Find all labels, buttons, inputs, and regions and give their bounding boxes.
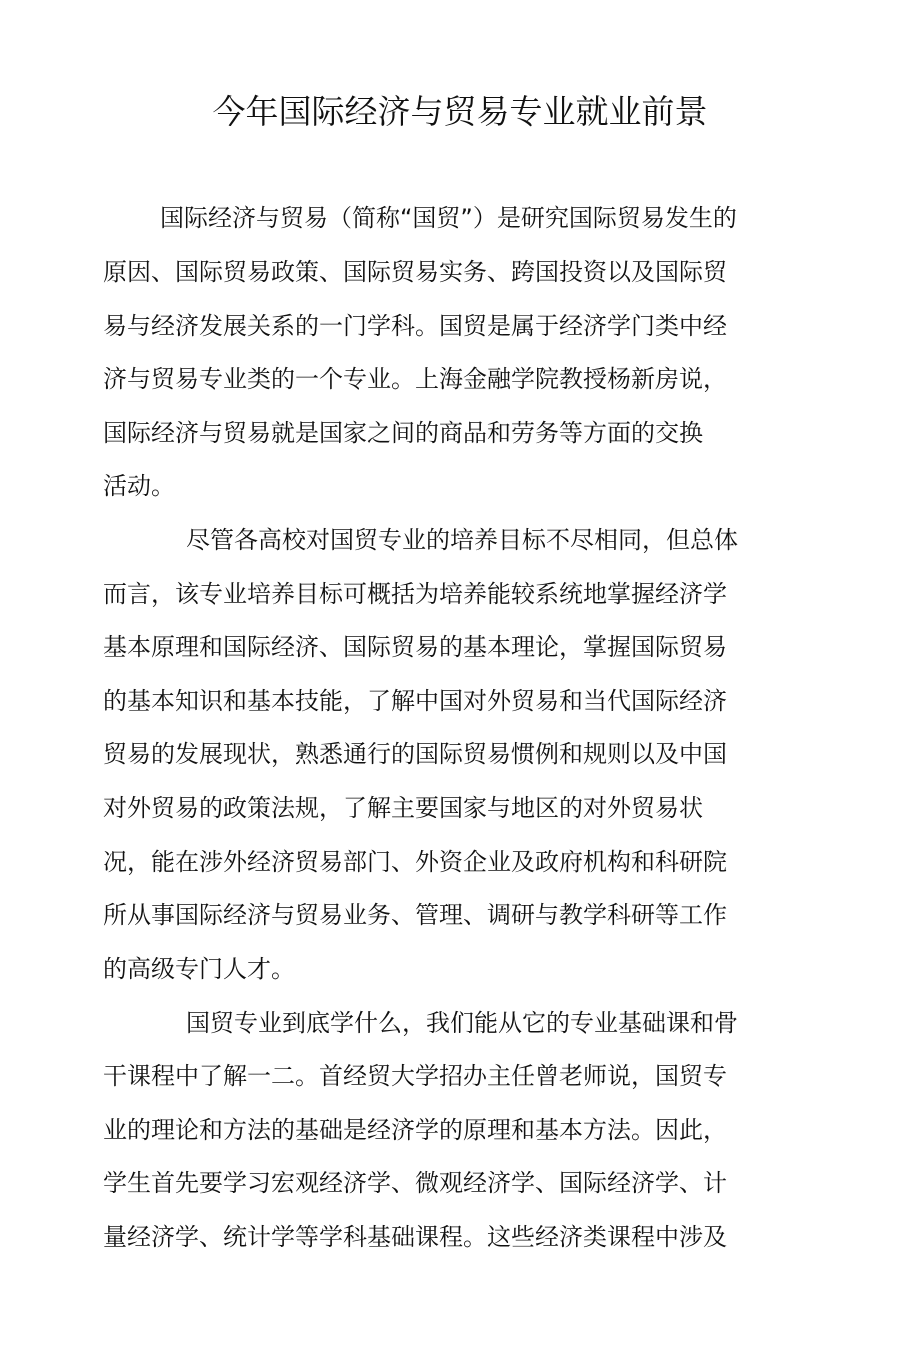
paragraph-line: 济与贸易专业类的一个专业。上海金融学院教授杨新房说， — [103, 365, 727, 393]
paragraph-line: 干课程中了解一二。首经贸大学招办主任曾老师说，国贸专 — [103, 1062, 727, 1090]
paragraph-line: 原因、国际贸易政策、国际贸易实务、跨国投资以及国际贸 — [103, 258, 727, 286]
paragraph-line: 的基本知识和基本技能，了解中国对外贸易和当代国际经济 — [103, 687, 727, 715]
paragraph-line: 学生首先要学习宏观经济学、微观经济学、国际经济学、计 — [103, 1169, 727, 1197]
paragraph-line: 量经济学、统计学等学科基础课程。这些经济类课程中涉及 — [103, 1223, 727, 1251]
paragraph-line: 贸易的发展现状，熟悉通行的国际贸易惯例和规则以及中国 — [103, 740, 727, 768]
paragraph-line: 而言，该专业培养目标可概括为培养能较系统地掌握经济学 — [103, 580, 727, 608]
paragraph-line: 业的理论和方法的基础是经济学的原理和基本方法。因此， — [103, 1116, 727, 1144]
paragraph-line: 基本原理和国际经济、国际贸易的基本理论，掌握国际贸易 — [103, 633, 727, 661]
paragraph-line: 国际经济与贸易（简称“国贸”）是研究国际贸易发生的 — [160, 204, 737, 232]
document-title: 今年国际经济与贸易专业就业前景 — [212, 92, 708, 131]
paragraph-line: 活动。 — [103, 472, 175, 500]
paragraph-line: 尽管各高校对国贸专业的培养目标不尽相同，但总体 — [186, 526, 738, 554]
paragraph-line: 国贸专业到底学什么，我们能从它的专业基础课和骨 — [186, 1009, 738, 1037]
paragraph-line: 况，能在涉外经济贸易部门、外资企业及政府机构和科研院 — [103, 848, 727, 876]
paragraph-line: 国际经济与贸易就是国家之间的商品和劳务等方面的交换 — [103, 419, 703, 447]
paragraph-line: 易与经济发展关系的一门学科。国贸是属于经济学门类中经 — [103, 312, 727, 340]
paragraph-line: 对外贸易的政策法规，了解主要国家与地区的对外贸易状 — [103, 794, 703, 822]
paragraph-line: 的高级专门人才。 — [103, 955, 295, 983]
paragraph-line: 所从事国际经济与贸易业务、管理、调研与教学科研等工作 — [103, 901, 727, 929]
